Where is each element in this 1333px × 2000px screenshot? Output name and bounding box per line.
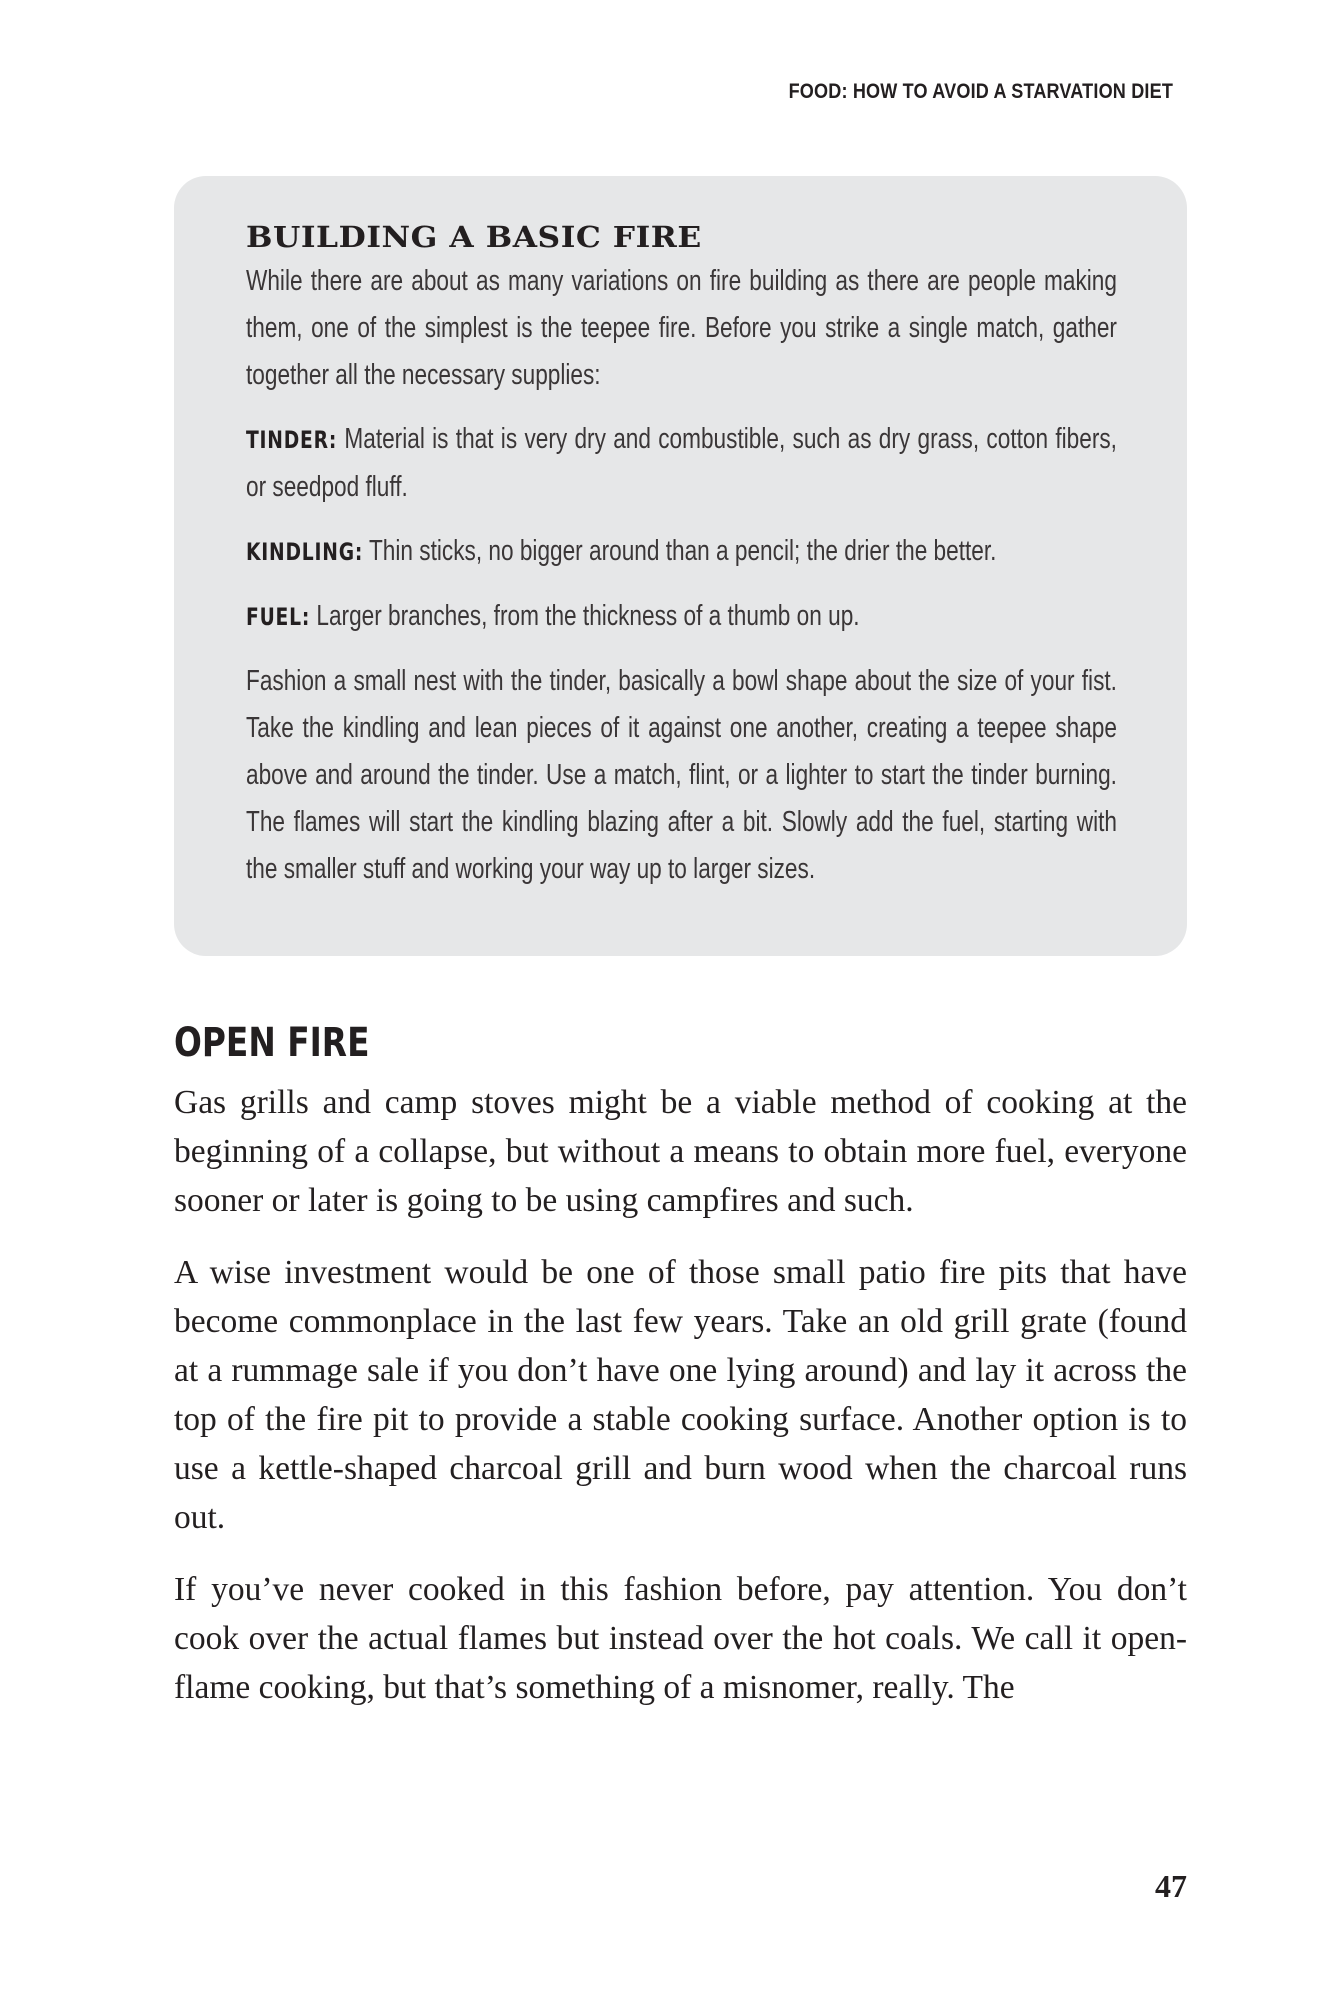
paragraph: If you’ve never cooked in this fashion before, pay attention. You don’t cook over the actual flames but instead over the hot coals. We call it open-flame cooking, but that’s something of a misnomer, really. The	[174, 1571, 1187, 1706]
body-text	[174, 1078, 1187, 1735]
term-label: FUEL:	[246, 603, 311, 631]
running-head: FOOD: HOW TO AVOID A STARVATION DIET	[788, 80, 1173, 103]
term-text: Thin sticks, no bigger around than a pencil; the drier the better.	[363, 535, 997, 567]
paragraph: A wise investment would be one of those small patio fire pits that have become commonplace in the last few years. Take an old grill grate (found at a rummage sale if you don’t have one lying around) and lay it across the top of the fire pit to provide a stable cooking surface. Another option is to use a kettle-shaped charcoal grill and burn wood when the charcoal runs out.	[174, 1254, 1187, 1536]
term-label: KINDLING:	[246, 538, 364, 566]
page-number: 47	[1155, 1868, 1187, 1904]
term-label: TINDER:	[246, 426, 338, 454]
sidebar-title: BUILDING A BASIC FIRE	[246, 220, 702, 254]
paragraph: Gas grills and camp stoves might be a viable method of cooking at the beginning of a collapse, but without a means to obtain more fuel, everyone sooner or later is going to be using campfires and such.	[174, 1084, 1187, 1219]
term-text: Larger branches, from the thickness of a thumb on up.	[310, 600, 860, 632]
sidebar-intro: While there are about as many variations on fire building as there are people making them, one of the simplest is the teepee fire. Before you strike a single match, gather together all the necessary supplies:	[246, 265, 1117, 391]
sidebar-item-kindling	[246, 528, 1117, 576]
sidebar-closing: Fashion a small nest with the tinder, basically a bowl shape about the size of your fist. Take the kindling and lean pieces of it against one another, creating a teepee shape above and around the tinder. Use a match, flint, or a lighter to start the tinder burning. The flames will start the kindling blazing after a bit. Slowly add the fuel, starting with the smaller stuff and working your way up to larger sizes.	[246, 665, 1117, 885]
section-heading: OPEN FIRE	[174, 1020, 370, 1066]
term-text: Material is that is very dry and combustible, such as dry grass, cotton fibers, or seedpod fluff.	[246, 423, 1117, 503]
sidebar-box	[174, 176, 1187, 956]
sidebar-item-fuel	[246, 593, 1117, 641]
sidebar-item-tinder	[246, 416, 1117, 511]
